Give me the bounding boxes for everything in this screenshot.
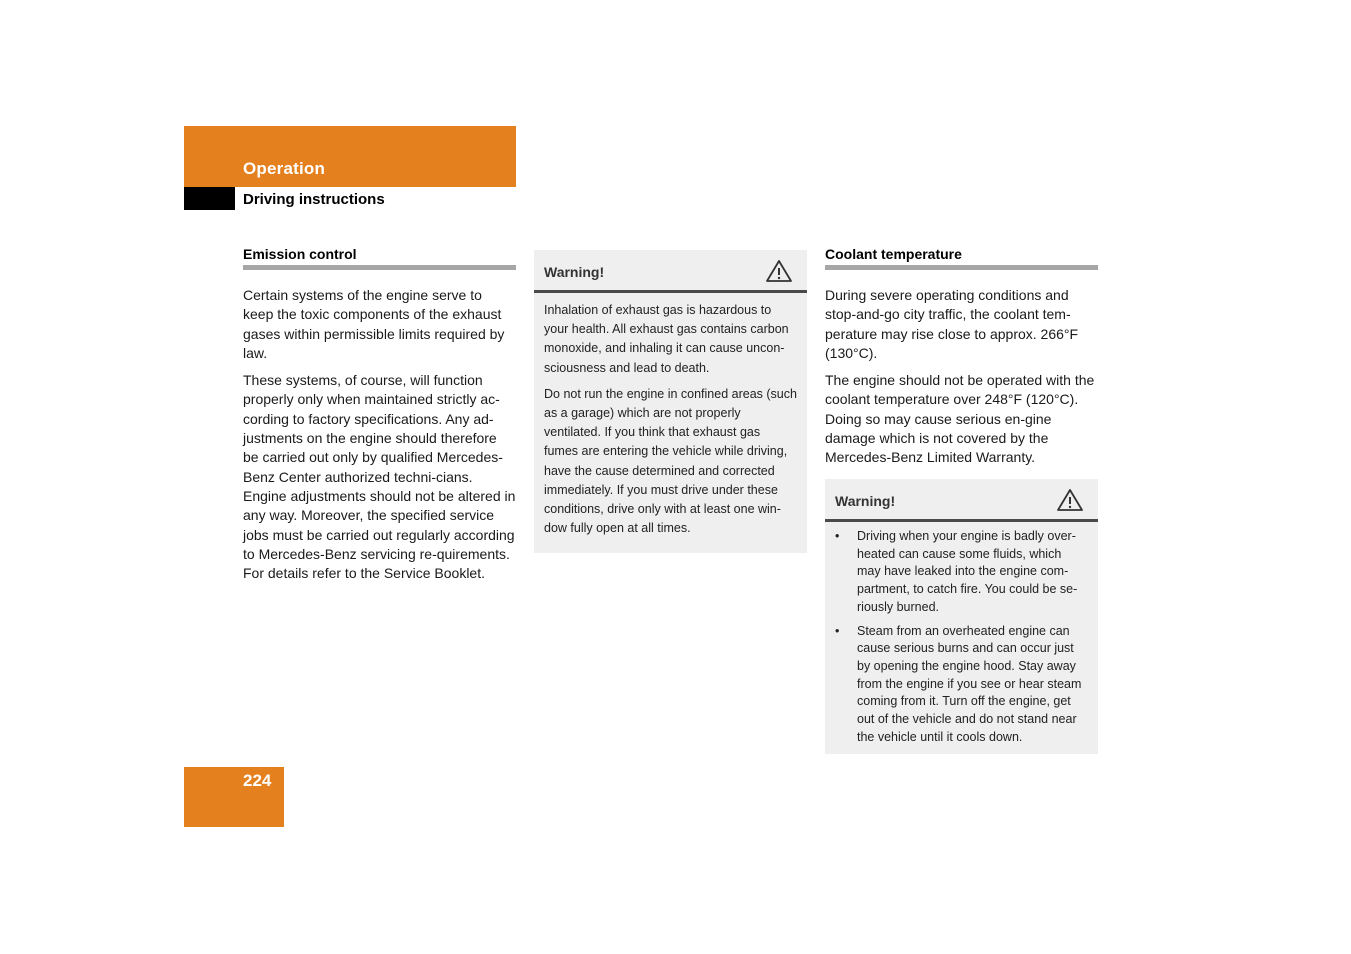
emission-paragraph-2: These systems, of course, will function properly only when maintained strictly ac-cording to factory specifications. Any ad-justments on the engine should therefore be carried out only by qualified Mercedes-Benz Center authorized techni-cians. Engine adjustments should not be altered in any way. Moreover, the specified service jobs must be carried out regularly according to Mercedes-Benz servicing re-quirements. For details refer to the Service Booklet. (243, 372, 516, 582)
exhaust-warning-paragraph-2: Do not run the engine in confined areas (such as a garage) which are not properly ventilated. If you think that exhaust gas fumes are entering the vehicle while driving, have the cause determined and corrected immediately. If you must drive under these conditions, drive only with at least one win-dow fully open at all times. (544, 386, 797, 536)
coolant-temperature-section (825, 246, 1098, 476)
warning-triangle-icon (765, 259, 793, 283)
list-item-text: Driving when your engine is badly over-heated can cause some fluids, which may have leaked into the engine com-partment, to catch fire. You could be se-riously burned. (857, 529, 1078, 614)
emission-control-section (243, 246, 516, 591)
emission-paragraph-1: Certain systems of the engine serve to keep the toxic components of the exhaust gases within permissible limits required by law. (243, 287, 505, 361)
exhaust-warning-box (534, 250, 807, 553)
list-item-text: Steam from an overheated engine can cause serious burns and can occur just by opening the engine hood. Stay away from the engine if you see or hear steam coming from it. Turn off the engine, get out of the vehicle and do not stand near the vehicle until it cools down. (857, 623, 1082, 744)
emission-control-heading: Emission control (243, 246, 516, 270)
list-item (835, 528, 1088, 617)
warning-label: Warning! (544, 264, 605, 280)
coolant-paragraph-1: During severe operating conditions and stop-and-go city traffic, the coolant tem-perature may rise close to approx. 266°F (130°C). (825, 287, 1079, 361)
bullet-icon: • (835, 529, 840, 543)
warning-header (825, 479, 1098, 522)
subsection-tab-marker (184, 187, 235, 210)
bullet-icon: • (835, 623, 840, 638)
page-number: 224 (243, 771, 272, 790)
exhaust-warning-paragraph-1: Inhalation of exhaust gas is hazardous to your health. All exhaust gas contains carbon monoxide, and inhaling it can cause uncon-sciousness and lead to death. (544, 303, 789, 375)
section-title: Operation (243, 159, 326, 178)
warning-body (534, 293, 807, 553)
warning-triangle-icon (1056, 488, 1084, 512)
coolant-warning-list (835, 528, 1088, 746)
section-header-bar (184, 126, 516, 187)
warning-label: Warning! (835, 493, 896, 509)
coolant-paragraph-2: The engine should not be operated with the coolant temperature over 248°F (120°C). Doing so may cause serious en-gine damage which is not covered by the Mercedes-Benz Limited Warranty. (825, 372, 1095, 466)
coolant-warning-box (825, 479, 1098, 754)
list-item (835, 623, 1088, 747)
warning-body (825, 522, 1098, 754)
coolant-temperature-heading: Coolant temperature (825, 246, 1098, 270)
subsection-title: Driving instructions (243, 191, 385, 208)
warning-header (534, 250, 807, 293)
